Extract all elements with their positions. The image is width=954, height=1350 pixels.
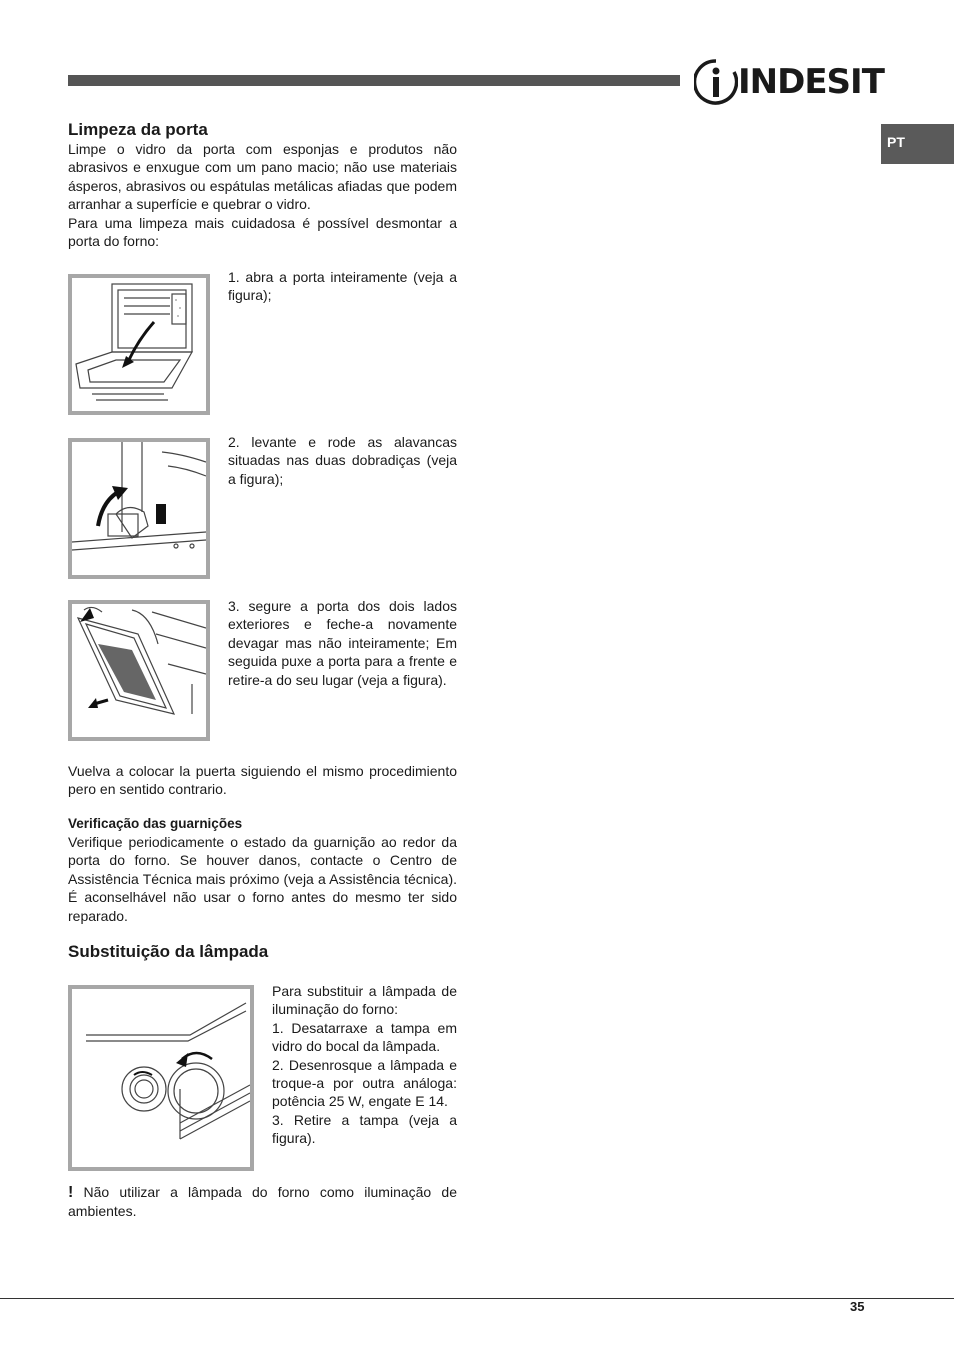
remove-door-illustration [72, 604, 206, 737]
figure-hinge-lever [68, 438, 210, 579]
lamp-warning [68, 1183, 457, 1221]
brand-name: INDESIT [738, 62, 884, 102]
language-tab: PT [881, 124, 954, 164]
warning-text [68, 1183, 457, 1221]
section-door-cleaning [68, 120, 457, 250]
step-1-text: 1. abra a porta inteiramente (veja a figura); [228, 269, 457, 304]
section-seals [68, 815, 457, 925]
page-number: 35 [850, 1299, 865, 1314]
warning-message: Não utilizar a lâmpada do forno como iluminação de ambientes. [68, 1184, 457, 1220]
lamp-instructions: Para substituir a lâmpada de iluminação do forno: 1. Desatarraxe a tampa em vidro do bocal da lâmpada. 2. Desenrosque a lâmpada e troque-a por outra análoga: potência 25 W, engate E 14. 3. Retire a tampa (veja a figura). [272, 983, 457, 1147]
section-lamp [68, 942, 457, 962]
warning-icon: ! [68, 1184, 74, 1201]
figure-remove-door [68, 600, 210, 741]
step-3-text: 3. segure a porta dos dois lados exteriores e feche-a novamente devagar mas não inteiramente; Em seguida puxe a porta para a frente e retire-a do seu lugar (veja a figura). [228, 598, 457, 688]
paragraph: Verifique periodicamente o estado da guarnição ao redor da porta do forno. Se houver danos, contacte o Centro de Assistência Técnica mais próximo (veja a Assistência técnica). É aconselhável não usar o forno antes do mesmo ter sido reparado. [68, 834, 457, 924]
paragraph: Limpe o vidro da porta com esponjas e produtos não abrasivos e enxugue com um pano macio; não use materiais ásperos, abrasivos ou espátulas metálicas afiadas que podem arranhar a superfície e quebrar o vidro. [68, 141, 457, 213]
reassemble-note [68, 762, 457, 799]
section-title: Limpeza da porta [68, 120, 208, 139]
oven-open-door-illustration [72, 278, 206, 411]
hinge-lever-illustration [72, 442, 206, 575]
oven-lamp-illustration [72, 989, 250, 1167]
figure-lamp [68, 985, 254, 1171]
brand-logo [694, 58, 884, 106]
header-bar [68, 75, 680, 86]
subsection-title: Verificação das guarnições [68, 816, 243, 831]
paragraph: Para uma limpeza mais cuidadosa é possível desmontar a porta do forno: [68, 214, 457, 250]
figure-open-door [68, 274, 210, 415]
footer-rule [0, 1298, 954, 1299]
paragraph: Vuelva a colocar la puerta siguiendo el mismo procedimiento pero en sentido contrario. [68, 763, 457, 798]
step-2-text: 2. levante e rode as alavancas situadas nas duas dobradiças (veja a figura); [228, 434, 457, 487]
indesit-i-icon [694, 58, 738, 106]
section-title: Substituição da lâmpada [68, 942, 269, 961]
